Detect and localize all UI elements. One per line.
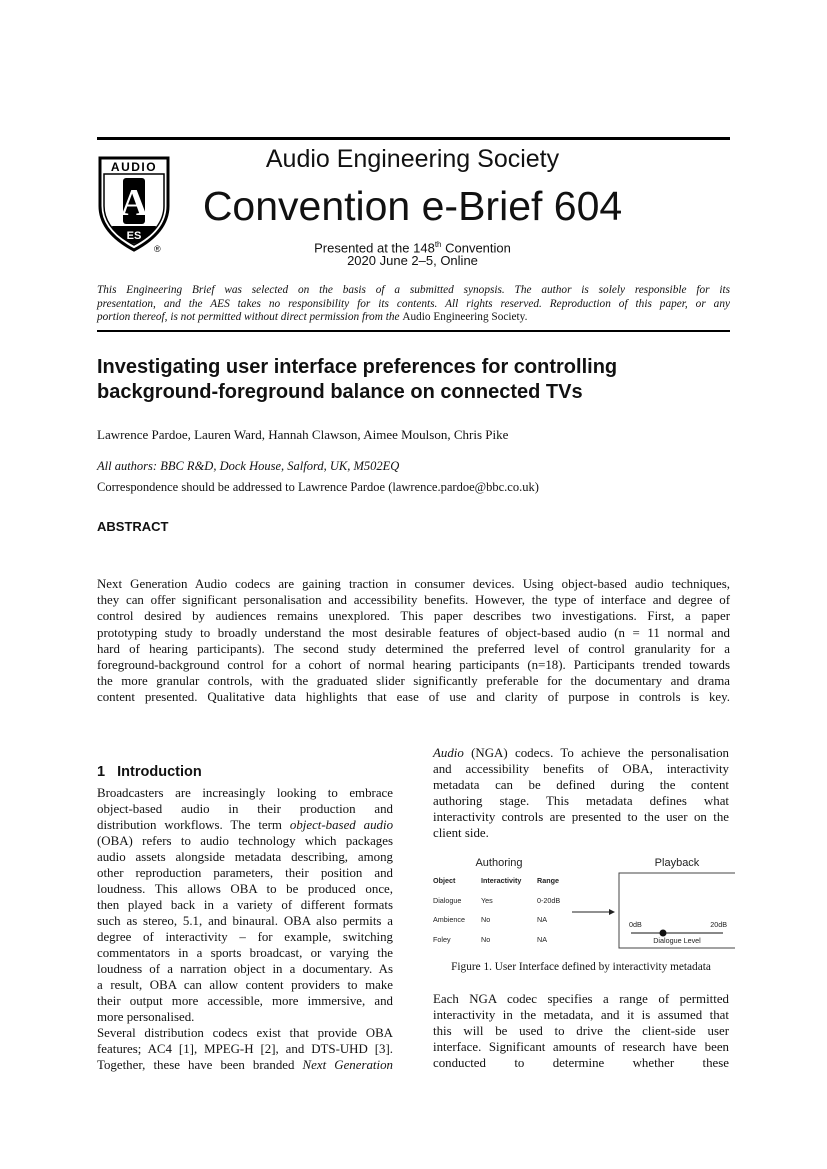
slider-label: Dialogue Level	[653, 936, 701, 945]
body-text-line	[97, 961, 393, 977]
body-text: conducted to determine whether these	[433, 1056, 729, 1070]
abstract-body	[97, 576, 730, 706]
abstract-line: content presented. Qualitative data highlights that ease of use and clarity of purpose in controls is key.	[97, 690, 730, 705]
body-text: their output more accessible, more immersive, and	[97, 994, 393, 1008]
table-cell: Dialogue	[433, 896, 462, 905]
body-text: client side.	[433, 826, 489, 840]
aes-logo	[96, 152, 176, 256]
body-text-line	[97, 1057, 393, 1073]
abstract-line: the more granular controls, with the graduated slider significantly preferable for the documentary and drama	[97, 674, 730, 689]
body-text-line	[97, 865, 393, 881]
body-text: authoring stage. This metadata defines what	[433, 794, 729, 808]
body-text-line	[433, 1023, 729, 1039]
body-text-line	[97, 913, 393, 929]
table-header: Object	[433, 876, 456, 885]
body-text-line	[97, 881, 393, 897]
abstract-line: foreground-background control for a cohort of normal hearing participants (n=18). Participants trended towards	[97, 658, 730, 673]
table-cell: Ambience	[433, 915, 465, 924]
body-text: this will be used to drive the client-side user	[433, 1024, 729, 1038]
body-text-line	[97, 785, 393, 801]
presented-pre: Presented at the 148	[314, 240, 435, 256]
logo-letter: A	[120, 182, 148, 224]
table-cell: NA	[537, 915, 547, 924]
body-text-line	[433, 745, 729, 761]
body-text-line	[433, 761, 729, 777]
body-text: Each NGA codec specifies a range of permitted	[433, 992, 729, 1006]
logo-registered-mark: ®	[154, 244, 161, 254]
authors: Lawrence Pardoe, Lauren Ward, Hannah Clawson, Aimee Moulson, Chris Pike	[97, 427, 509, 442]
intro-right-column-bottom	[433, 991, 729, 1071]
abstract-line: hard of hearing participants). The second study determined the preferred level of control granularity for a	[97, 641, 730, 656]
paper-title-line: Investigating user interface preferences for controlling	[97, 356, 618, 378]
table-cell: NA	[537, 935, 547, 944]
body-text-line	[97, 817, 393, 833]
body-text: (NGA) codecs. To achieve the personalisation	[463, 746, 729, 760]
figure-1	[425, 850, 735, 952]
presented-post: Convention	[441, 240, 511, 256]
italic-term: object-based audio	[289, 818, 394, 832]
body-text: and accessibility benefits of OBA, interactivity	[433, 762, 729, 776]
body-text-line	[97, 897, 393, 913]
body-text-line	[97, 977, 393, 993]
body-text: Several distribution codecs exist that provide OBA	[97, 1026, 393, 1040]
body-text: metadata can be defined during the content	[433, 778, 729, 792]
notice-line: This Engineering Brief was selected on the basis of a submitted synopsis. The author is solely responsible for its	[97, 284, 730, 296]
presented-sup: th	[434, 240, 442, 249]
body-text: interface. Significant amounts of research have been	[433, 1040, 729, 1054]
slider-min-label: 0dB	[629, 920, 642, 929]
table-cell: Foley	[433, 935, 451, 944]
figure-1-caption: Figure 1. User Interface defined by interactivity metadata	[451, 961, 711, 973]
body-text-line	[97, 849, 393, 865]
body-text: other reproduction parameters, their position and	[97, 866, 393, 880]
table-cell: No	[481, 935, 491, 944]
body-text: audio assets alongside metadata describing, among	[97, 850, 393, 864]
body-text-line	[97, 993, 393, 1009]
italic-term: Audio	[433, 746, 464, 760]
body-text: Together, these have been branded	[97, 1058, 303, 1072]
notice-line	[97, 311, 730, 325]
body-text: distribution workflows. The term	[97, 818, 290, 832]
notice-roman: Audio Engineering Society.	[402, 311, 528, 323]
body-text: a result, OBA can allow content providers to make	[97, 978, 393, 992]
header-top-rule	[97, 137, 730, 140]
abstract-line: Next Generation Audio codecs are gaining traction in consumer devices. Using object-based audio techniques,	[97, 577, 730, 591]
body-text-line	[433, 991, 729, 1007]
italic-term: Next Generation	[302, 1058, 393, 1072]
playback-title: Playback	[654, 857, 700, 869]
logo-top-text: AUDIO	[110, 160, 158, 174]
table-cell: No	[481, 915, 491, 924]
body-text-line	[97, 801, 393, 817]
body-text-line	[97, 1009, 393, 1025]
body-text: more personalised.	[97, 1010, 195, 1024]
table-header: Range	[537, 876, 559, 885]
body-text: object-based audio in their production and	[97, 802, 393, 816]
intro-right-column-top	[433, 745, 729, 841]
aes-shield-icon	[96, 152, 176, 256]
logo-bottom-text: ES	[126, 230, 142, 242]
body-text: such as stereo, 5.1, and binaural. OBA also permits a	[97, 914, 393, 928]
body-text: (OBA) refers to audio technology which packages	[97, 834, 393, 848]
body-text-line	[433, 809, 729, 825]
body-text: commentators in a sports broadcast, or varying the	[97, 946, 393, 960]
arrow-right-icon	[572, 909, 615, 915]
body-text-line	[97, 1025, 393, 1041]
body-text-line	[97, 945, 393, 961]
body-text-line	[433, 793, 729, 809]
body-text-line	[433, 825, 729, 841]
body-text-line	[97, 929, 393, 945]
convention-date: 2020 June 2–5, Online	[347, 253, 478, 268]
paper-title-line: background-foreground balance on connected TVs	[97, 381, 583, 403]
authoring-title: Authoring	[475, 857, 523, 869]
body-text-line	[97, 1041, 393, 1057]
brief-title: Convention e-Brief 604	[202, 183, 623, 229]
body-text-line	[433, 1039, 729, 1055]
body-text-line	[433, 777, 729, 793]
abstract-line: they can offer significant personalisation and accessibility benefits. However, the type of interface and degree of	[97, 593, 730, 608]
table-cell: Yes	[481, 896, 493, 905]
body-text: degree of interactivity – for example, switching	[97, 930, 393, 944]
table-header: Interactivity	[481, 876, 522, 885]
section-heading-introduction: 1 Introduction	[97, 764, 202, 780]
body-text: interactivity controls are presented to the user on the	[433, 810, 729, 824]
body-text-line	[97, 833, 393, 849]
body-text: Broadcasters are increasingly looking to embrace	[97, 786, 393, 800]
society-name: Audio Engineering Society	[265, 145, 560, 173]
affiliation: All authors: BBC R&D, Dock House, Salford, UK, M502EQ	[97, 459, 400, 473]
body-text: loudness. This allows OBA to be produced once,	[97, 882, 393, 896]
body-text-line	[433, 1007, 729, 1023]
abstract-line: control desired by audiences remains unexplored. This paper describes two investigations. First, a paper	[97, 609, 730, 624]
abstract-heading: ABSTRACT	[97, 519, 169, 534]
body-text-line	[433, 1055, 729, 1071]
body-text: features; AC4 [1], MPEG-H [2], and DTS-UHD [3].	[97, 1042, 393, 1056]
notice-paragraph	[97, 284, 730, 325]
body-text: loudness of a narration object in a documentary. As	[97, 962, 393, 976]
table-cell: 0-20dB	[537, 896, 561, 905]
body-text: then played back in a variety of different formats	[97, 898, 393, 912]
correspondence: Correspondence should be addressed to Lawrence Pardoe (lawrence.pardoe@bbc.co.uk)	[97, 480, 539, 494]
body-text: interactivity in the metadata, and it is assumed that	[433, 1008, 729, 1022]
abstract-line: prototyping study to broadly understand the most desirable features of object-based audio (n = 11 normal and	[97, 625, 730, 640]
notice-line: presentation, and the AES takes no responsibility for its contents. All rights reserved. Reproduction of this paper, or any	[97, 297, 730, 310]
slider-max-label: 20dB	[710, 920, 727, 929]
paper-title	[97, 355, 730, 405]
intro-left-column	[97, 785, 393, 1073]
figure-1-diagram	[425, 850, 735, 952]
header-bottom-rule	[97, 330, 730, 332]
notice-italic: portion thereof, is not permitted without direct permission from the	[97, 311, 403, 323]
